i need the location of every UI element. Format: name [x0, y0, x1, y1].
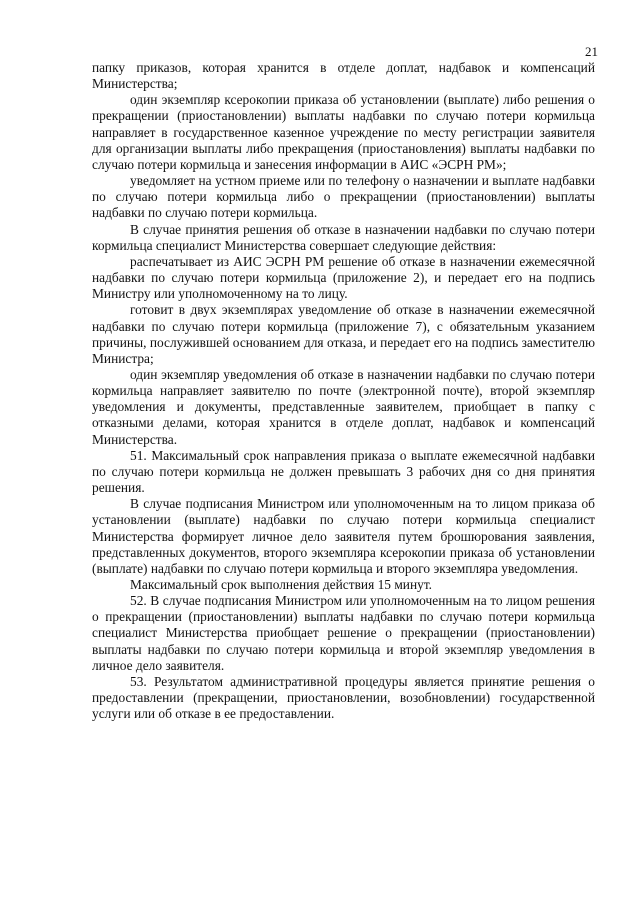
- page-number: 21: [585, 44, 598, 59]
- paragraph-refusal-case: В случае принятия решения об отказе в назначении надбавки по случаю потери кормильца специалист Министерства совершает следующие действия:: [92, 221, 595, 253]
- paragraph-copy-to-institution: один экземпляр ксерокопии приказа об установлении (выплате) либо решения о прекращении (приостановлении) выплаты надбавки по случаю потери кормильца направляет в государственное казенное учреждение по месту регистрации заявителя для организации выплаты либо прекращения (приостановления) выплаты надбавки по случаю потери кормильца и занесения информации в АИС «ЭСРН РМ»;: [92, 92, 595, 172]
- paragraph-send-notice: один экземпляр уведомления об отказе в назначении надбавки по случаю потери кормильца направляет заявителю по почте (электронной почте), второй экземпляр уведомления и документы, представленные заявителем, приобщает в папку с отказными делами, которая хранится в отделе доплат, надбавок и компенсаций Министерства.: [92, 366, 595, 447]
- paragraph-personal-file: В случае подписания Министром или уполномоченным на то лицом приказа об установлении (выплате) надбавки по случаю потери кормильца специалист Министерства формирует личное дело заявителя путем брошюрования заявления, представленных документов, второго экземпляра ксерокопии приказа об установлении (выплате) надбавки по случаю потери кормильца и второго экземпляра уведомления.: [92, 496, 595, 576]
- paragraph-notify-applicant: уведомляет на устном приеме или по телефону о назначении и выплате надбавки по случаю потери кормильца либо о прекращении (приостановлении) выплаты надбавки по случаю потери кормильца.: [92, 173, 595, 221]
- paragraph-section-53: 53. Результатом административной процедуры является принятие решения о предоставлении (прекращении, приостановлении, возобновлении) государственной услуги или об отказе в ее предоставлении.: [92, 673, 595, 722]
- paragraph-section-52: 52. В случае подписания Министром или уполномоченным на то лицом решения о прекращении (приостановлении) выплаты надбавки по случаю потери кормильца специалист Министерства приобщает решение о прекращении (приостановлении) выплаты надбавки по случаю потери кормильца и второй экземпляр уведомления в личное дело заявителя.: [92, 593, 595, 673]
- paragraph-print-refusal: распечатывает из АИС ЭСРН РМ решение об отказе в назначении ежемесячной надбавки по случаю потери кормильца (приложение 2), и передает его на подпись Министру или уполномоченному на то лицу.: [92, 253, 595, 302]
- document-body: [92, 60, 595, 722]
- paragraph-continuation: папку приказов, которая хранится в отделе доплат, надбавок и компенсаций Министерства;: [92, 60, 595, 92]
- paragraph-prepare-notice: готовит в двух экземплярах уведомление об отказе в назначении ежемесячной надбавки по случаю потери кормильца (приложение 7), с обязательным указанием причины, послужившей основанием для отказа, и передает его на подпись заместителю Министра;: [92, 302, 595, 366]
- paragraph-section-51: 51. Максимальный срок направления приказа о выплате ежемесячной надбавки по случаю потери кормильца не должен превышать 3 рабочих дня со дня принятия решения.: [92, 447, 595, 496]
- paragraph-max-time: Максимальный срок выполнения действия 15 минут.: [130, 577, 433, 592]
